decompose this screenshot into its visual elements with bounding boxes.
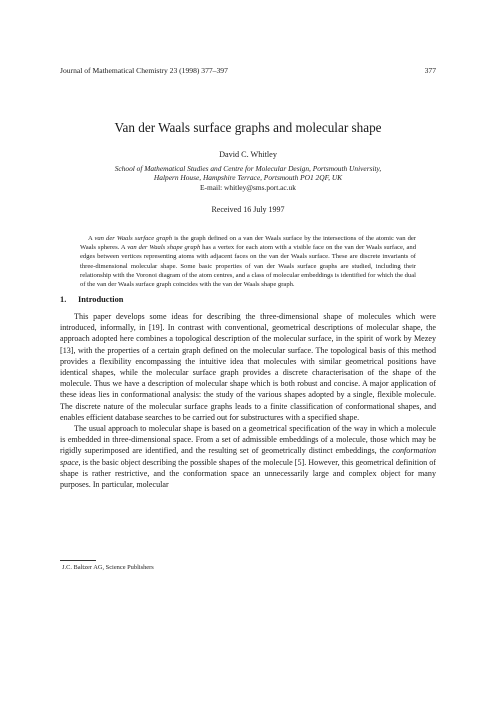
abstract-term-surface-graph: van der Waals surface graph [94, 235, 173, 242]
received-date: Received 16 July 1997 [211, 205, 285, 214]
running-head [60, 66, 436, 75]
section-title: Introduction [78, 295, 124, 304]
journal-citation: Journal of Mathematical Chemistry 23 (1998) 377–397 [60, 66, 228, 75]
affiliation-line-1: School of Mathematical Studies and Centre for Molecular Design, Portsmouth University, [114, 164, 382, 173]
paragraph-2 [60, 423, 436, 490]
abstract-text-3: has a vertex for each atom with a visible face on the van der Waals surface, and edges between vertices representing atoms with adjacent faces on the van der Waals surface. These are discrete invariants of three-dimensional molecular shape. Some basic properties of van der Waals surface graphs are studied, including their relationship with the Voronoi diagram of the atom centres, and a class of molecular embeddings is identified for which the dual of the van der Waals surface graph coincides with the van der Waals shape graph. [80, 244, 416, 289]
paper-title: Van der Waals surface graphs and molecular shape [114, 120, 382, 135]
author-email: E-mail: whitley@sms.port.ac.uk [200, 182, 296, 192]
abstract-text-2: is the graph defined on a van der Waals surface by the intersections of the atomic van der Waals spheres. A [80, 235, 416, 252]
abstract-term-shape-graph: van der Waals shape graph [127, 244, 201, 252]
abstract [80, 234, 416, 289]
abstract-text-1: A [88, 235, 95, 242]
section-heading [60, 295, 436, 304]
paragraph-2-term: conformation space [60, 446, 436, 467]
publisher-footer: J.C. Baltzer AG, Science Publishers [62, 564, 154, 571]
section-number: 1. [60, 295, 67, 304]
author-name: David C. Whitley [219, 150, 277, 159]
affiliation-line-2: Halpern House, Hampshire Terrace, Portsmouth PO1 2QF, UK [153, 173, 343, 183]
paragraph-1: This paper develops some ideas for describing the three-dimensional shape of molecules which were introduced, informally, in [19]. In contrast with conventional, geometrical descriptions of molecular shape, the approach adopted here combines a topological description of the molecular surface, in the spirit of work by Mezey [13], with the properties of a certain graph defined on the molecular surface. The topological basis of this method provides a flexibility encompassing the intuitive idea that molecules with similar geometrical positions have identical shapes, while the molecular surface graph provides a discrete characterisation of the shape of the molecule. Thus we have a description of molecular shape which is both robust and concise. A major application of these ideas lies in conformational analysis: the study of the various shapes adopted by a single, flexible molecule. The discrete nature of the molecular surface graphs leads to a finite classification of conformational shapes, and enables efficient database searches to be carried out for substructures with a specified shape. [60, 312, 436, 422]
paragraph-2-text-a: The usual approach to molecular shape is based on a geometrical specification of the way in which a molecule is embedded in three-dimensional space. From a set of admissible embeddings of a molecule, those which may be rigidly superimposed are identified, and the resulting set of geometrically distinct embeddings, the [60, 424, 436, 456]
paragraph-2-text-b: , is the basic object describing the possible shapes of the molecule [5]. However, this geometrical definition of shape is rather restrictive, and the conformation space an unnecessarily large and complex object for many purposes. In particular, molecular [60, 457, 436, 490]
footnote-rule [60, 560, 96, 561]
body-text [60, 311, 436, 490]
page-number: 377 [424, 66, 436, 75]
author-affiliation [60, 164, 436, 192]
